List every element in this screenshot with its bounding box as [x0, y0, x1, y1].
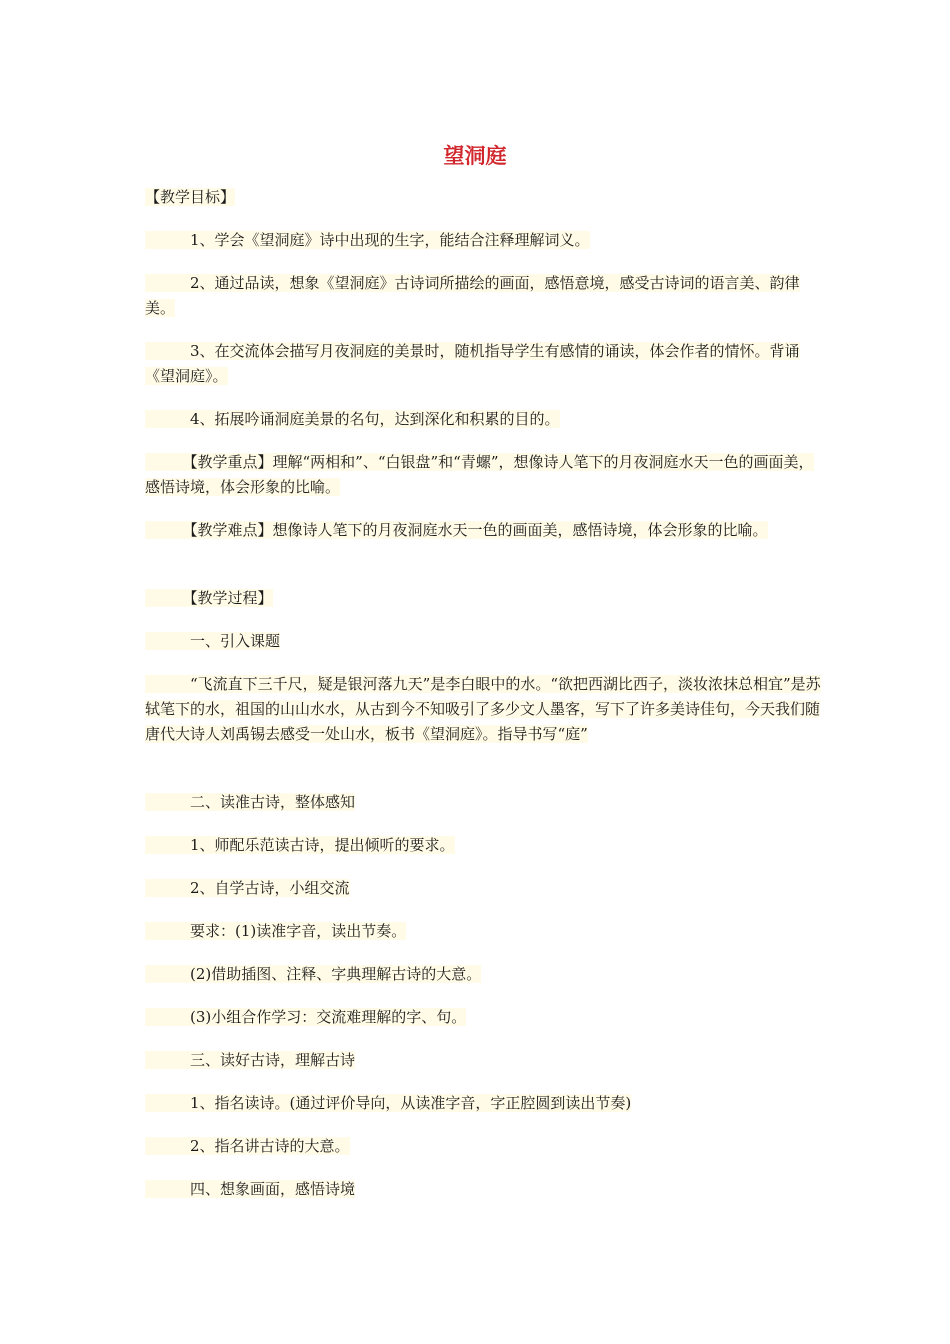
paragraph: 要求：(1)读准字音，读出节奏。	[145, 922, 407, 940]
paragraph: 1、学会《望洞庭》诗中出现的生字，能结合注释理解词义。	[145, 231, 590, 249]
section-heading: 【教学过程】	[145, 589, 273, 607]
paragraph: 1、师配乐范读古诗，提出倾听的要求。	[145, 836, 455, 854]
paragraph: 【教学重点】理解“两相和”、“白银盘”和“青螺”，想像诗人笔下的月夜洞庭水天一色的画面美，感悟诗境，体会形象的比喻。	[145, 453, 814, 496]
paragraph: “飞流直下三千尺，疑是银河落九天”是李白眼中的水。“欲把西湖比西子，淡妆浓抹总相宜”是苏轼笔下的水，祖国的山山水水，从古到今不知吸引了多少文人墨客，写下了许多美诗佳句，今天我们随唐代大诗人刘禹锡去感受一处山水，板书《望洞庭》。指导书写“庭”	[145, 675, 821, 743]
paragraph: (3)小组合作学习：交流难理解的字、句。	[145, 1008, 467, 1026]
paragraph: 4、拓展吟诵洞庭美景的名句，达到深化和积累的目的。	[145, 410, 560, 428]
paragraph: (2)借助插图、注释、字典理解古诗的大意。	[145, 965, 482, 983]
section-heading: 【教学目标】	[145, 188, 236, 206]
paragraph: 三、读好古诗，理解古诗	[145, 1051, 356, 1069]
paragraph: 3、在交流体会描写月夜洞庭的美景时，随机指导学生有感情的诵读，体会作者的情怀。背诵《望洞庭》。	[145, 342, 800, 385]
paragraph: 2、指名讲古诗的大意。	[145, 1137, 350, 1155]
paragraph: 2、自学古诗，小组交流	[145, 879, 350, 897]
document-title: 望洞庭	[443, 144, 507, 168]
paragraph: 二、读准古诗，整体感知	[145, 793, 356, 811]
paragraph: 【教学难点】想像诗人笔下的月夜洞庭水天一色的画面美，感悟诗境，体会形象的比喻。	[145, 521, 768, 539]
paragraph: 1、指名读诗。(通过评价导向，从读准字音，字正腔圆到读出节奏)	[145, 1094, 632, 1112]
paragraph: 四、想象画面，感悟诗境	[145, 1180, 356, 1198]
paragraph: 2、通过品读，想象《望洞庭》古诗词所描绘的画面，感悟意境，感受古诗词的语言美、韵律美。	[145, 274, 800, 317]
paragraph: 一、引入课题	[145, 632, 281, 650]
